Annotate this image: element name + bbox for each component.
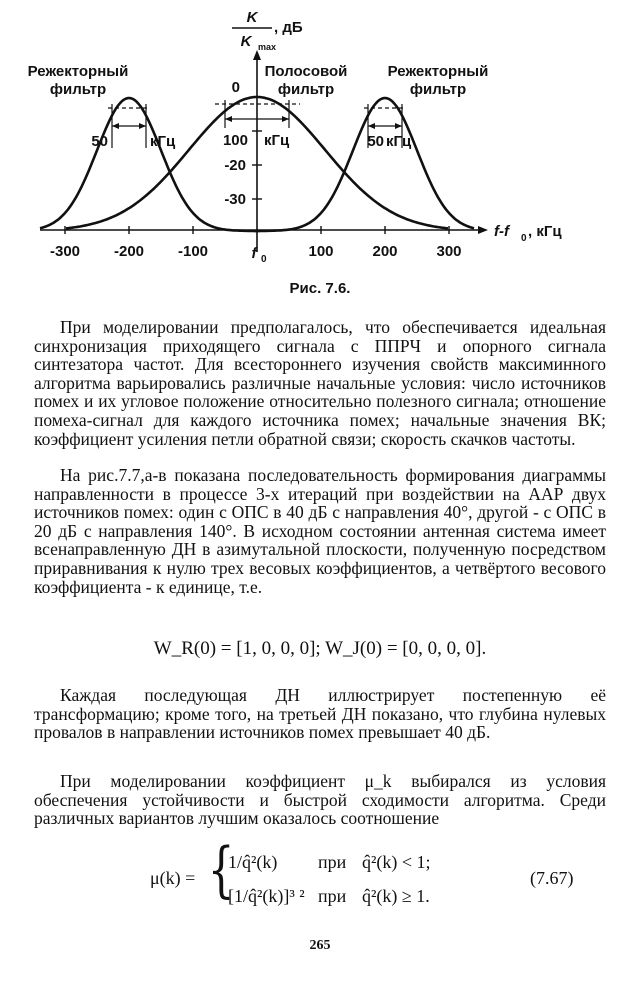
x-axis-label-sub: 0: [521, 233, 527, 244]
right-bw-arrowhead-right: [395, 123, 402, 129]
y-axis-label-numerator: K: [246, 9, 258, 26]
figure-caption: Рис. 7.6.: [289, 280, 351, 297]
right-bw-arrowhead-left: [368, 123, 375, 129]
y-tick-label-30: -30: [224, 191, 246, 208]
page-number: 265: [309, 938, 331, 953]
equation-condition-word-2: при: [318, 886, 347, 906]
equation-condition-2: q̂²(k) ≥ 1.: [362, 886, 430, 906]
center-filter-label-line1: Полосовой: [264, 63, 348, 80]
right-bw-unit: кГц: [386, 133, 412, 150]
equation-initial-weights: W_R(0) = [1, 0, 0, 0]; W_J(0) = [0, 0, 0, 0].: [153, 638, 487, 659]
x-tick-label-m100: -100: [177, 243, 209, 260]
paragraph-3: Каждая последующая ДН иллюстрирует постепенную её трансформацию; кроме того, на третьей ДН показано, что глубина нулевых провалов в направлении источников помех превышает 40 дБ.: [34, 685, 606, 743]
equation-7-67: [150, 835, 610, 916]
x-tick-label-100: 100: [308, 243, 334, 260]
right-filter-label-line1: Режекторный: [387, 63, 489, 80]
y-axis-label-denominator-sub: max: [258, 42, 277, 52]
equation-case-1: 1/q̂²(k): [228, 852, 278, 872]
left-bw-arrowhead-left: [112, 123, 119, 129]
left-bw-unit: кГц: [150, 133, 176, 150]
center-filter-label-line2: фильтр: [277, 81, 335, 98]
equation-condition-word-1: при: [318, 852, 347, 872]
x-tick-label-m200: -200: [113, 243, 145, 260]
center-bw-value: 100: [222, 132, 248, 149]
equation-lhs: μ(k) =: [150, 868, 196, 888]
x-axis-arrow: [478, 226, 488, 234]
x-tick-label-200: 200: [372, 243, 398, 260]
y-tick-label-20: -20: [224, 157, 246, 174]
filter-response-figure: [0, 0, 640, 275]
x-tick-label-f0-sub: 0: [261, 254, 267, 265]
equation-brace: {: [207, 835, 235, 905]
equation-condition-1: q̂²(k) < 1;: [362, 852, 431, 872]
left-filter-label-line1: Режекторный: [27, 63, 129, 80]
x-tick-label-m300: -300: [49, 243, 81, 260]
x-axis-label: f-f: [494, 223, 509, 240]
center-bw-arrowhead-left: [225, 116, 232, 122]
paragraph-4: При моделировании коэффициент μ_k выбирался из условия обеспечения устойчивости и быстрой сходимости алгоритма. Среди различных вариантов лучшим оказалось соотношение: [34, 771, 606, 829]
center-bw-arrowhead-right: [282, 116, 289, 122]
y-axis-label-denominator: K: [240, 33, 252, 50]
y-axis-unit: , дБ: [274, 19, 303, 36]
right-filter-label-line2: фильтр: [409, 81, 467, 98]
equation-case-2: [1/q̂²(k)]³ ²: [228, 886, 305, 906]
left-bw-value: 50: [91, 133, 108, 150]
right-bw-value: 50: [367, 133, 384, 150]
right-notch-filter-curve: [254, 98, 474, 231]
paragraph-1: При моделировании предполагалось, что обеспечивается идеальная синхронизация приходящего сигнала с ППРЧ и опорного сигнала синтезатора частот. Для всестороннего изучения свойств максиминного алгоритма варьировались различные начальные условия: число источников помех и их угловое положение относительно полезного сигнала; отношение помеха-сигнал для каждого источника помех; начальные значения ВК; коэффициент усиления петли обратной связи; скорость скачков частоты.: [34, 317, 606, 449]
x-axis-unit: , кГц: [528, 223, 562, 240]
equation-number: (7.67): [530, 868, 574, 888]
y-tick-label-0: 0: [231, 79, 240, 96]
paragraph-2: На рис.7.7,а-в показана последовательность формирования диаграммы направленности в процессе 3-х итераций при воздействии на ААР двух источников помех: один с ОПС в 40 дБ с направления 40°, другой - с ОПС в 20 дБ с направления 140°. В исходном состоянии антенная система имеет всенаправленную ДН в азимутальной плоскости, полученную посредством приравнивания к нулю трех весовых коэффициентов, а четвёртого весового коэффициента - к единице, т.е.: [34, 465, 606, 597]
center-bw-unit: кГц: [264, 132, 290, 149]
left-filter-label-line2: фильтр: [49, 81, 107, 98]
x-tick-label-f0: f: [251, 245, 257, 262]
x-tick-label-300: 300: [436, 243, 462, 260]
left-bw-arrowhead-right: [139, 123, 146, 129]
